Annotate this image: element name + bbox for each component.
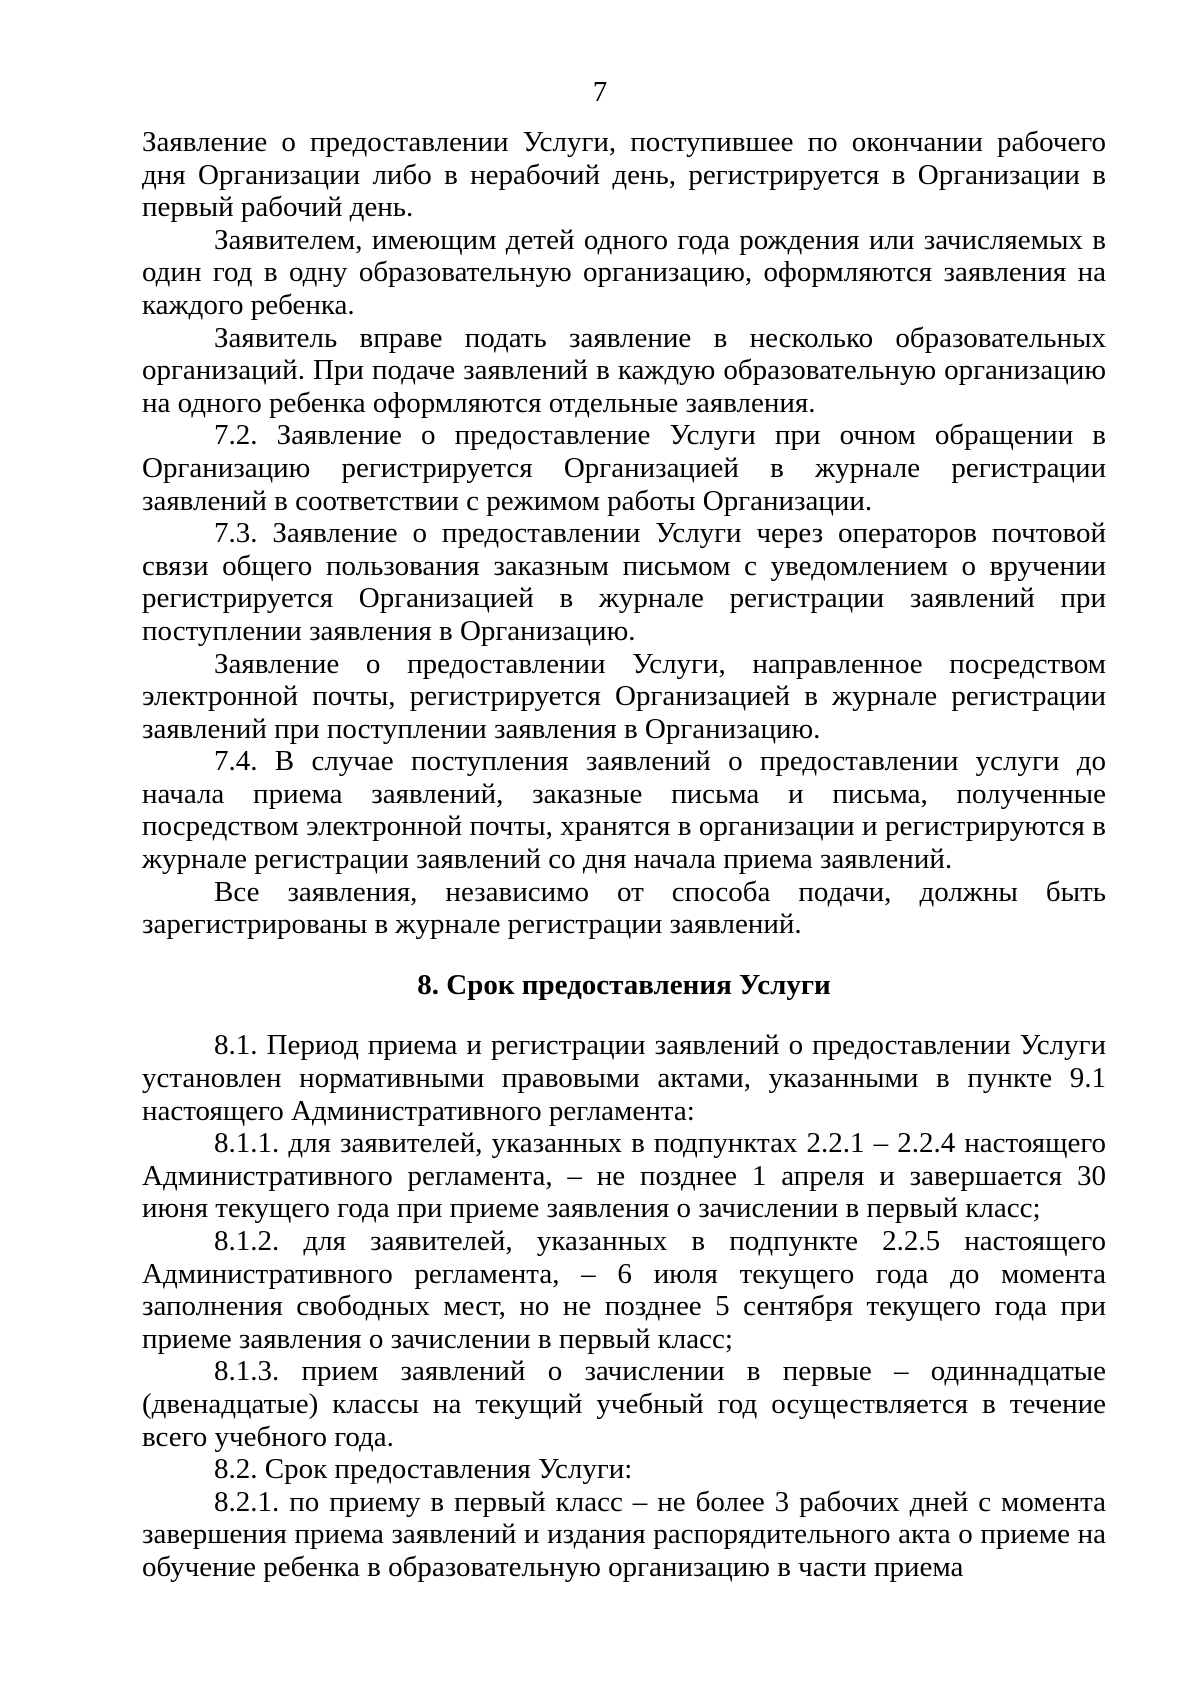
paragraph: 8.2.1. по приему в первый класс – не более 3 рабочих дней с момента завершения приема заявлений и издания распорядительного акта о приеме на обучение ребенка в образовательную организацию в части приема bbox=[142, 1485, 1106, 1583]
paragraph: 8.1.3. прием заявлений о зачислении в первые – одиннадцатые (двенадцатые) классы на текущий учебный год осуществляется в течение всего учебного года. bbox=[142, 1355, 1106, 1453]
paragraph: Заявление о предоставлении Услуги, направленное посредством электронной почты, регистрируется Организацией в журнале регистрации заявлений при поступлении заявления в Организацию. bbox=[142, 647, 1106, 745]
paragraph: 7.2. Заявление о предоставление Услуги при очном обращении в Организацию регистрируется Организацией в журнале регистрации заявлений в соответствии с режимом работы Организации. bbox=[142, 419, 1106, 517]
paragraph: Заявитель вправе подать заявление в несколько образовательных организаций. При подаче заявлений в каждую образовательную организацию на одного ребенка оформляются отдельные заявления. bbox=[142, 321, 1106, 419]
paragraph: Все заявления, независимо от способа подачи, должны быть зарегистрированы в журнале регистрации заявлений. bbox=[142, 875, 1106, 941]
paragraph: 7.4. В случае поступления заявлений о предоставлении услуги до начала приема заявлений, заказные письма и письма, полученные посредством электронной почты, хранятся в организации и регистрируются в журнале регистрации заявлений со дня начала приема заявлений. bbox=[142, 745, 1106, 876]
paragraph: Заявителем, имеющим детей одного года рождения или зачисляемых в один год в одну образовательную организацию, оформляются заявления на каждого ребенка. bbox=[142, 223, 1106, 321]
section-heading: 8. Срок предоставления Услуги bbox=[417, 968, 831, 1001]
paragraph: 8.1. Период приема и регистрации заявлений о предоставлении Услуги установлен нормативными правовыми актами, указанными в пункте 9.1 настоящего Административного регламента: bbox=[142, 1029, 1106, 1127]
paragraph: 7.3. Заявление о предоставлении Услуги через операторов почтовой связи общего пользования заказным письмом с уведомлением о вручении регистрируется Организацией в журнале регистрации заявлений при поступлении заявления в Организацию. bbox=[142, 517, 1106, 647]
paragraph: 8.1.2. для заявителей, указанных в подпункте 2.2.5 настоящего Административного регламента, – 6 июля текущего года до момента заполнения свободных мест, но не позднее 5 сентября текущего года при приеме заявления о зачислении в первый класс; bbox=[142, 1225, 1106, 1355]
document-body bbox=[142, 126, 1106, 1584]
paragraph: 8.2. Срок предоставления Услуги: bbox=[214, 1453, 633, 1486]
paragraph: Заявление о предоставлении Услуги, поступившее по окончании рабочего дня Организации либо в нерабочий день, регистрируется в Организации в первый рабочий день. bbox=[142, 126, 1106, 224]
paragraph: 8.1.1. для заявителей, указанных в подпунктах 2.2.1 – 2.2.4 настоящего Административного регламента, – не позднее 1 апреля и завершается 30 июня текущего года при приеме заявления о зачислении в первый класс; bbox=[142, 1127, 1106, 1225]
page-number: 7 bbox=[592, 76, 608, 108]
